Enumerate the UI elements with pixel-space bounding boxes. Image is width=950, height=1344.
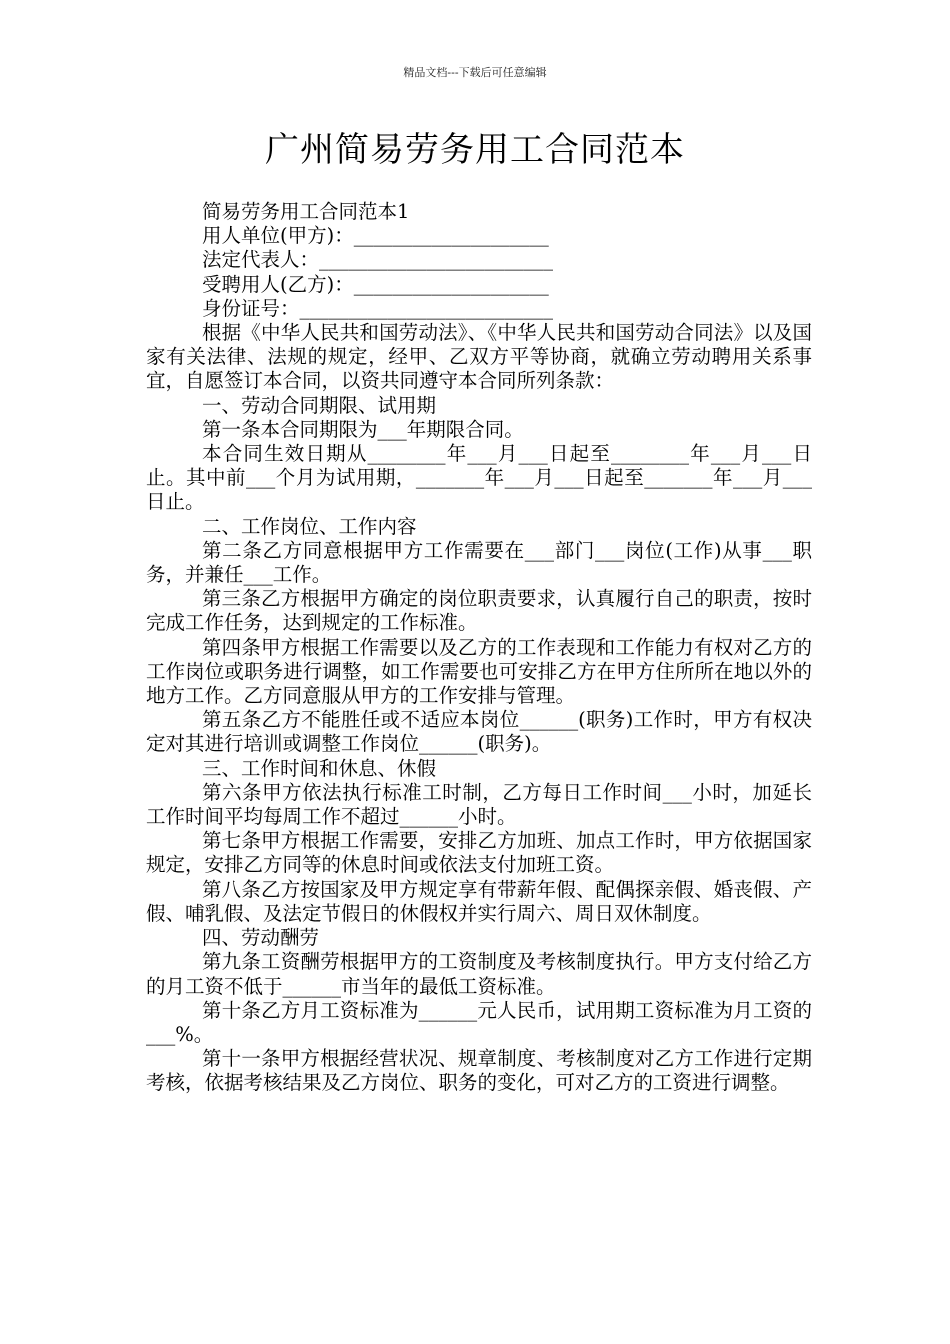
article-8: 第八条乙方按国家及甲方规定享有带薪年假、配偶探亲假、婚丧假、产假、哺乳假、及法定节假日的休假权并实行周六、周日双休制度。: [146, 877, 812, 925]
article-7: 第七条甲方根据工作需要，安排乙方加班、加点工作时，甲方依据国家规定，安排乙方同等的休息时间或依法支付加班工资。: [146, 829, 812, 877]
article-4: 第四条甲方根据工作需要以及乙方的工作表现和工作能力有权对乙方的工作岗位或职务进行调整，如工作需要也可安排乙方在甲方住所所在地以外的地方工作。乙方同意服从甲方的工作安排与管理。: [146, 635, 812, 708]
document-body: [146, 200, 812, 1096]
article-6: 第六条甲方依法执行标准工时制，乙方每日工作时间___小时，加延长工作时间平均每周工作不超过______小时。: [146, 780, 812, 829]
section-heading-1: 一、劳动合同期限、试用期: [202, 393, 437, 417]
document-title: 广州简易劳务用工合同范本: [265, 130, 685, 170]
article-2: 第二条乙方同意根据甲方工作需要在___部门___岗位(工作)从事___职务，并兼任___工作。: [146, 538, 812, 587]
article-3: 第三条乙方根据甲方确定的岗位职责要求，认真履行自己的职责，按时完成工作任务，达到规定的工作标准。: [146, 587, 812, 635]
employee-field: 受聘用人(乙方)：____________________: [202, 272, 549, 296]
employer-field: 用人单位(甲方)：____________________: [202, 224, 549, 248]
article-11: 第十一条甲方根据经营状况、规章制度、考核制度对乙方工作进行定期考核，依据考核结果及乙方岗位、职务的变化，可对乙方的工资进行调整。: [146, 1047, 812, 1095]
article-1-dates: 本合同生效日期从________年___月___日起至________年___月___日止。其中前___个月为试用期，_______年___月___日起至_______年___月___日止。: [146, 442, 812, 514]
article-1: 第一条本合同期限为___年期限合同。: [202, 417, 524, 441]
preamble-paragraph: 根据《中华人民共和国劳动法》、《中华人民共和国劳动合同法》以及国家有关法律、法规的规定，经甲、乙双方平等协商，就确立劳动聘用关系事宜，自愿签订本合同，以资共同遵守本合同所列条款：: [146, 321, 812, 393]
article-10: 第十条乙方月工资标准为______元人民币，试用期工资标准为月工资的___%。: [146, 998, 812, 1046]
legal-representative-field: 法定代表人：________________________: [202, 248, 554, 272]
id-number-field: 身份证号：__________________________: [202, 296, 554, 320]
header-note: 精品文档---下载后可任意编辑: [403, 66, 547, 79]
section-heading-3: 三、工作时间和休息、休假: [202, 756, 437, 780]
article-9: 第九条工资酬劳根据甲方的工资制度及考核制度执行。甲方支付给乙方的月工资不低于______市当年的最低工资标准。: [146, 950, 812, 998]
article-5: 第五条乙方不能胜任或不适应本岗位______(职务)工作时，甲方有权决定对其进行培训或调整工作岗位______(职务)。: [146, 708, 812, 756]
contract-subtitle: 简易劳务用工合同范本1: [202, 200, 410, 223]
section-heading-4: 四、劳动酬劳: [202, 926, 320, 950]
section-heading-2: 二、工作岗位、工作内容: [202, 514, 417, 538]
